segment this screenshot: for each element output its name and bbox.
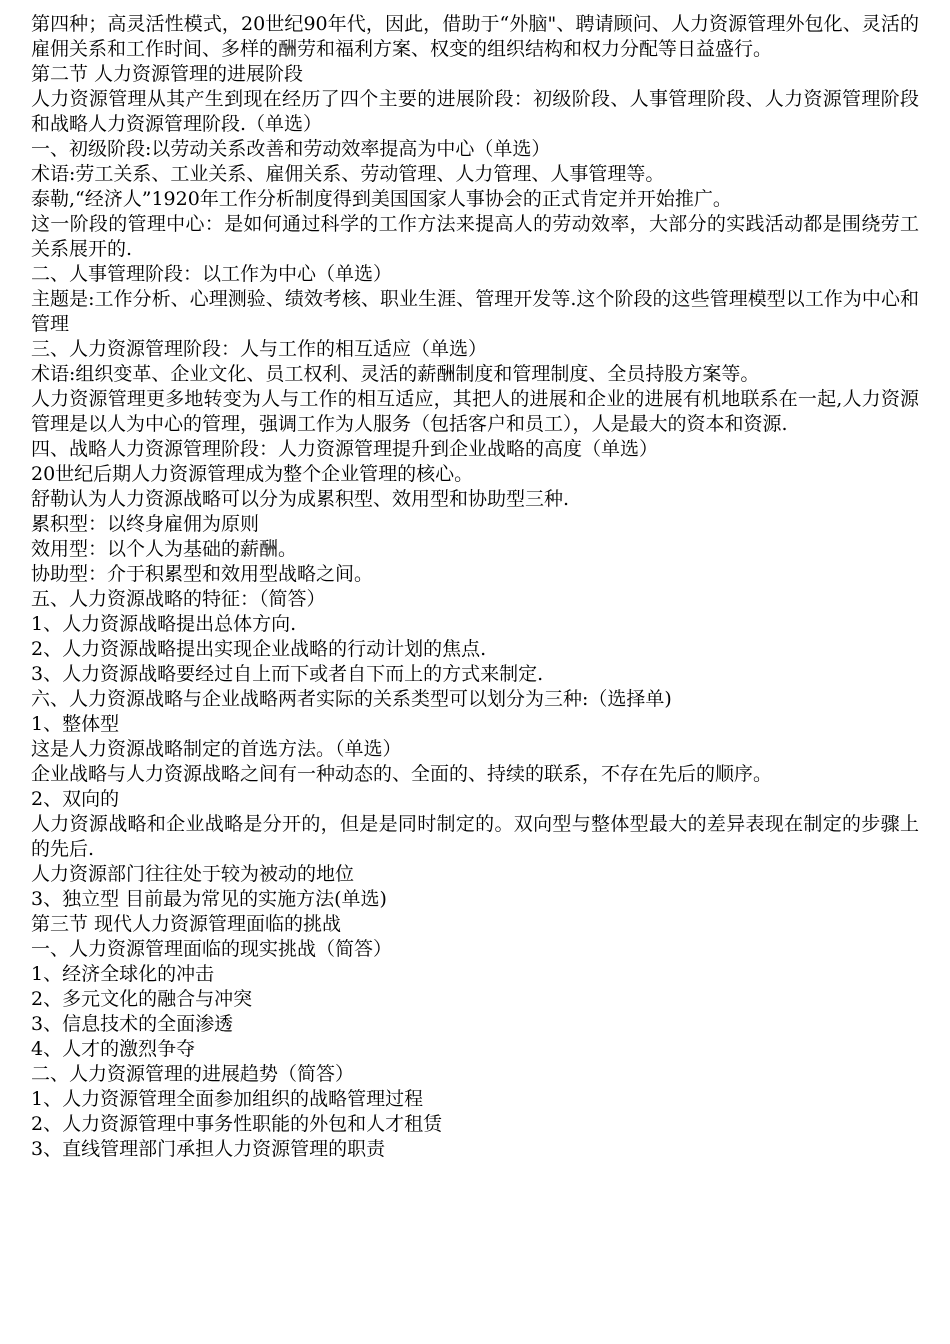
heading-hrm-stage: 三、人力资源管理阶段：人与工作的相互适应（单选） <box>31 338 488 360</box>
list-item-feature-3: 3、人力资源战略要经过自上而下或者自下而上的方式来制定. <box>31 663 544 685</box>
paragraph-four-stages: 人力资源管理从其产生到现在经历了四个主要的进展阶段：初级阶段、人事管理阶段、人力资源管理阶段和战略人力资源管理阶段.（单选） <box>31 88 919 135</box>
list-item-integrated: 1、整体型 <box>31 713 120 735</box>
list-item-trend-3: 3、直线管理部门承担人力资源管理的职责 <box>31 1138 386 1160</box>
paragraph-flexible-mode: 第四种；高灵活性模式，20世纪90年代，因此，借助于“外脑"、聘请顾问、人力资源管理外包化、灵活的雇佣关系和工作时间、多样的酬劳和福利方案、权变的组织结构和权力分配等日益盛行。 <box>31 13 919 60</box>
list-item-multiculture: 2、多元文化的融合与冲突 <box>31 988 253 1010</box>
document-page <box>31 12 919 1162</box>
list-item-talent-competition: 4、人才的激烈争夺 <box>31 1038 196 1060</box>
heading-development-trends: 二、人力资源管理的进展趋势（简答） <box>31 1063 355 1085</box>
paragraph-two-way-description: 人力资源战略和企业战略是分开的，但是是同时制定的。双向型与整体型最大的差异表现在制定的步骤上的先后. <box>31 813 919 860</box>
paragraph-initial-focus: 这一阶段的管理中心：是如何通过科学的工作方法来提高人的劳动效率，大部分的实践活动都是围绕劳工关系展开的. <box>31 213 919 260</box>
section-heading-development-stages: 第二节 人力资源管理的进展阶段 <box>31 63 304 85</box>
heading-real-challenges: 一、人力资源管理面临的现实挑战（简答） <box>31 938 393 960</box>
paragraph-integrated-description: 企业战略与人力资源战略之间有一种动态的、全面的、持续的联系，不存在先后的顺序。 <box>31 763 773 785</box>
list-item-feature-1: 1、人力资源战略提出总体方向. <box>31 613 297 635</box>
paragraph-hrm-description: 人力资源管理更多地转变为人与工作的相互适应，其把人的进展和企业的进展有机地联系在一起,人力资源管理是以人为中心的管理，强调工作为人服务（包括客户和员工），人是最大的资本和资源. <box>31 388 919 435</box>
list-item-information-tech: 3、信息技术的全面渗透 <box>31 1013 234 1035</box>
list-item-facilitation: 协助型：介于积累型和效用型战略之间。 <box>31 563 374 585</box>
list-item-feature-2: 2、人力资源战略提出实现企业战略的行动计划的焦点. <box>31 638 487 660</box>
paragraph-personnel-topics: 主题是:工作分析、心理测验、绩效考核、职业生涯、管理开发等.这个阶段的这些管理模型以工作为中心和管理 <box>31 288 919 335</box>
list-item-accumulative: 累积型：以终身雇佣为原则 <box>31 513 260 535</box>
paragraph-schuler: 舒勒认为人力资源战略可以分为成累积型、效用型和协助型三种. <box>31 488 570 510</box>
heading-initial-stage: 一、初级阶段:以劳动关系改善和劳动效率提高为中心（单选） <box>31 138 551 160</box>
section-heading-challenges: 第三节 现代人力资源管理面临的挑战 <box>31 913 342 935</box>
list-item-independent: 3、独立型 目前最为常见的实施方法(单选) <box>31 888 387 910</box>
paragraph-hrm-terms: 术语:组织变革、企业文化、员工权利、灵活的薪酬制度和管理制度、全员持股方案等。 <box>31 363 760 385</box>
heading-strategic-stage: 四、战略人力资源管理阶段：人力资源管理提升到企业战略的高度（单选） <box>31 438 659 460</box>
paragraph-hr-passive: 人力资源部门往往处于较为被动的地位 <box>31 863 355 885</box>
list-item-two-way: 2、双向的 <box>31 788 120 810</box>
paragraph-initial-terms: 术语:劳工关系、工业关系、雇佣关系、劳动管理、人力管理、人事管理等。 <box>31 163 665 185</box>
paragraph-20th-century: 20世纪后期人力资源管理成为整个企业管理的核心。 <box>31 463 474 485</box>
paragraph-taylor: 泰勒,“经济人”1920年工作分析制度得到美国国家人事协会的正式肯定并开始推广。 <box>31 188 732 210</box>
list-item-globalization: 1、经济全球化的冲击 <box>31 963 215 985</box>
list-item-utility: 效用型：以个人为基础的薪酬。 <box>31 538 298 560</box>
heading-relationship-types: 六、人力资源战略与企业战略两者实际的关系类型可以划分为三种:（选择单) <box>31 688 672 710</box>
list-item-trend-1: 1、人力资源管理全面参加组织的战略管理过程 <box>31 1088 424 1110</box>
heading-personnel-stage: 二、人事管理阶段：以工作为中心（单选） <box>31 263 393 285</box>
heading-strategy-features: 五、人力资源战略的特征：（简答） <box>31 588 326 610</box>
paragraph-integrated-preferred: 这是人力资源战略制定的首选方法。（单选） <box>31 738 402 760</box>
list-item-trend-2: 2、人力资源管理中事务性职能的外包和人才租赁 <box>31 1113 443 1135</box>
